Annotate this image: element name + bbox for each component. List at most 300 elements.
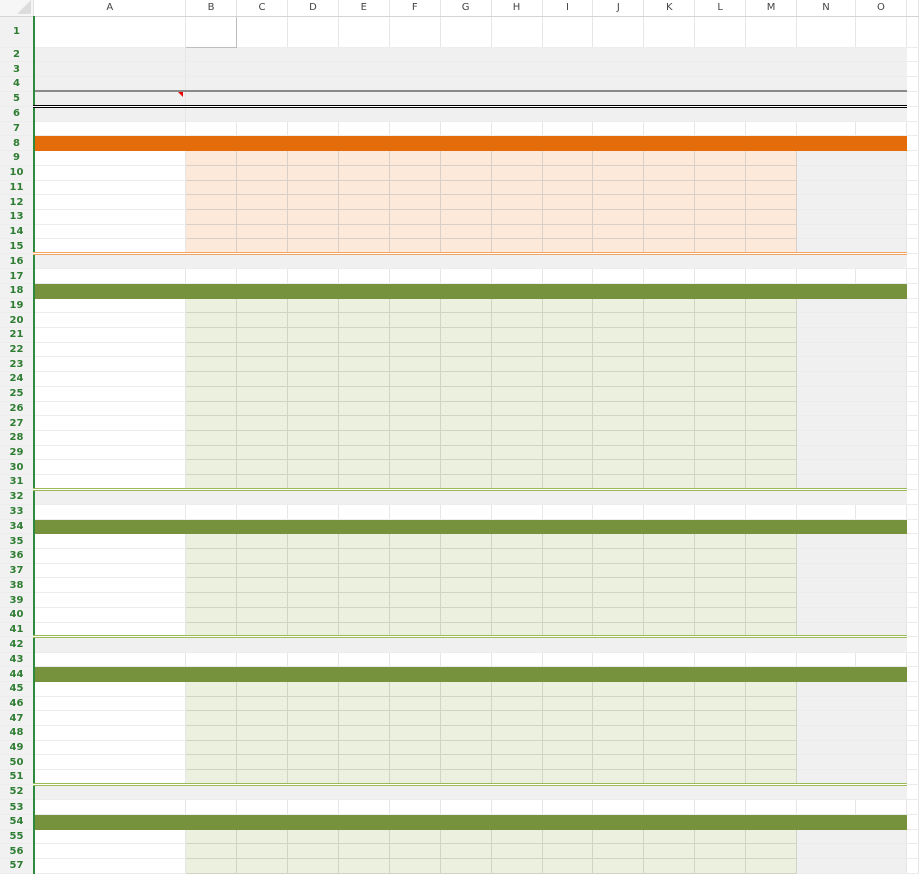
month-input-cell[interactable] xyxy=(389,195,440,210)
month-input-cell[interactable] xyxy=(389,696,440,711)
month-input-cell[interactable] xyxy=(237,726,288,741)
cell[interactable] xyxy=(287,505,338,520)
month-input-cell[interactable] xyxy=(746,844,797,859)
cell[interactable] xyxy=(440,505,491,520)
line-item-label[interactable] xyxy=(34,313,186,328)
cell[interactable] xyxy=(746,652,797,667)
total-income-value[interactable] xyxy=(389,62,440,77)
line-item-label[interactable] xyxy=(34,416,186,431)
month-input-cell[interactable] xyxy=(440,829,491,844)
month-input-cell[interactable] xyxy=(186,313,237,328)
line-item-label[interactable] xyxy=(34,224,186,239)
month-input-cell[interactable] xyxy=(746,607,797,622)
cell[interactable] xyxy=(287,800,338,815)
column-header-o[interactable]: O xyxy=(855,0,906,16)
cell[interactable] xyxy=(797,269,856,284)
column-header-k[interactable]: K xyxy=(644,0,695,16)
month-input-cell[interactable] xyxy=(338,401,389,416)
total-expenses-value[interactable] xyxy=(695,76,746,91)
month-input-cell[interactable] xyxy=(338,165,389,180)
line-item-label[interactable] xyxy=(34,726,186,741)
month-input-cell[interactable] xyxy=(644,549,695,564)
line-item-label[interactable] xyxy=(34,460,186,475)
projected-end-balance-value[interactable] xyxy=(389,107,440,122)
month-input-cell[interactable] xyxy=(338,239,389,254)
month-input-cell[interactable] xyxy=(746,372,797,387)
month-input-cell[interactable] xyxy=(338,711,389,726)
cell[interactable] xyxy=(593,800,644,815)
line-item-label[interactable] xyxy=(34,770,186,785)
row-number[interactable]: 43 xyxy=(0,652,34,667)
month-input-cell[interactable] xyxy=(542,342,593,357)
month-input-cell[interactable] xyxy=(593,858,644,873)
month-input-cell[interactable] xyxy=(237,328,288,343)
cell[interactable] xyxy=(695,505,746,520)
month-input-cell[interactable] xyxy=(237,696,288,711)
cell[interactable] xyxy=(338,800,389,815)
row-number[interactable]: 53 xyxy=(0,800,34,815)
row-number[interactable]: 28 xyxy=(0,430,34,445)
month-input-cell[interactable] xyxy=(542,165,593,180)
month-input-cell[interactable] xyxy=(542,195,593,210)
month-input-cell[interactable] xyxy=(746,829,797,844)
month-input-cell[interactable] xyxy=(287,829,338,844)
row-number[interactable]: 26 xyxy=(0,401,34,416)
month-input-cell[interactable] xyxy=(440,195,491,210)
month-input-cell[interactable] xyxy=(338,829,389,844)
row-number[interactable]: 25 xyxy=(0,386,34,401)
month-input-cell[interactable] xyxy=(746,681,797,696)
month-input-cell[interactable] xyxy=(389,770,440,785)
month-input-cell[interactable] xyxy=(287,593,338,608)
row-number[interactable]: 1 xyxy=(0,16,34,47)
cell[interactable] xyxy=(593,652,644,667)
month-input-cell[interactable] xyxy=(237,342,288,357)
month-input-cell[interactable] xyxy=(746,460,797,475)
month-input-cell[interactable] xyxy=(695,195,746,210)
cell[interactable] xyxy=(389,505,440,520)
cell[interactable] xyxy=(542,505,593,520)
projected-end-balance-value[interactable] xyxy=(287,107,338,122)
row-number[interactable]: 27 xyxy=(0,416,34,431)
month-input-cell[interactable] xyxy=(440,563,491,578)
row-number[interactable]: 14 xyxy=(0,224,34,239)
month-input-cell[interactable] xyxy=(287,549,338,564)
total-expenses-value[interactable] xyxy=(593,76,644,91)
cell[interactable] xyxy=(34,47,186,62)
month-input-cell[interactable] xyxy=(338,858,389,873)
month-input-cell[interactable] xyxy=(746,534,797,549)
cell[interactable] xyxy=(440,121,491,136)
total-expenses-value[interactable] xyxy=(287,76,338,91)
row-number[interactable]: 39 xyxy=(0,593,34,608)
cell[interactable] xyxy=(695,652,746,667)
month-input-cell[interactable] xyxy=(746,740,797,755)
month-input-cell[interactable] xyxy=(440,372,491,387)
cell[interactable] xyxy=(593,16,644,47)
month-input-cell[interactable] xyxy=(186,372,237,387)
line-item-label[interactable] xyxy=(34,607,186,622)
month-input-cell[interactable] xyxy=(237,770,288,785)
cell[interactable] xyxy=(695,800,746,815)
total-expenses-value[interactable] xyxy=(186,76,237,91)
month-input-cell[interactable] xyxy=(186,328,237,343)
row-number[interactable]: 45 xyxy=(0,681,34,696)
line-item-label[interactable] xyxy=(34,298,186,313)
projected-end-balance-value[interactable] xyxy=(746,107,797,122)
month-input-cell[interactable] xyxy=(491,534,542,549)
month-input-cell[interactable] xyxy=(186,165,237,180)
net-value[interactable] xyxy=(287,91,338,107)
month-input-cell[interactable] xyxy=(491,239,542,254)
row-number[interactable]: 18 xyxy=(0,284,34,299)
month-input-cell[interactable] xyxy=(746,578,797,593)
row-number[interactable]: 17 xyxy=(0,269,34,284)
cell[interactable] xyxy=(34,269,186,284)
month-input-cell[interactable] xyxy=(440,549,491,564)
net-value[interactable] xyxy=(440,91,491,107)
month-input-cell[interactable] xyxy=(389,460,440,475)
cell[interactable] xyxy=(389,800,440,815)
month-input-cell[interactable] xyxy=(593,313,644,328)
projected-end-balance-value[interactable] xyxy=(338,107,389,122)
month-input-cell[interactable] xyxy=(440,342,491,357)
month-input-cell[interactable] xyxy=(644,151,695,166)
line-item-label[interactable] xyxy=(34,711,186,726)
cell[interactable] xyxy=(746,269,797,284)
month-input-cell[interactable] xyxy=(237,578,288,593)
cell[interactable] xyxy=(855,269,906,284)
month-input-cell[interactable] xyxy=(542,151,593,166)
row-number[interactable]: 37 xyxy=(0,563,34,578)
month-input-cell[interactable] xyxy=(237,593,288,608)
month-input-cell[interactable] xyxy=(746,593,797,608)
line-item-label[interactable] xyxy=(34,445,186,460)
month-input-cell[interactable] xyxy=(186,829,237,844)
month-input-cell[interactable] xyxy=(491,844,542,859)
month-input-cell[interactable] xyxy=(542,357,593,372)
month-input-cell[interactable] xyxy=(746,386,797,401)
cell[interactable] xyxy=(593,505,644,520)
month-input-cell[interactable] xyxy=(593,239,644,254)
cell[interactable] xyxy=(338,121,389,136)
total-expenses-value[interactable] xyxy=(746,76,797,91)
month-input-cell[interactable] xyxy=(542,298,593,313)
month-input-cell[interactable] xyxy=(389,474,440,489)
net-value[interactable] xyxy=(338,91,389,107)
month-input-cell[interactable] xyxy=(389,711,440,726)
column-header-l[interactable]: L xyxy=(695,0,746,16)
month-input-cell[interactable] xyxy=(440,534,491,549)
month-input-cell[interactable] xyxy=(186,239,237,254)
month-input-cell[interactable] xyxy=(542,607,593,622)
net-value[interactable] xyxy=(644,91,695,107)
month-input-cell[interactable] xyxy=(237,313,288,328)
month-input-cell[interactable] xyxy=(593,165,644,180)
month-input-cell[interactable] xyxy=(491,563,542,578)
row-number[interactable]: 50 xyxy=(0,755,34,770)
month-input-cell[interactable] xyxy=(338,386,389,401)
projected-end-balance-value[interactable] xyxy=(695,107,746,122)
month-input-cell[interactable] xyxy=(491,430,542,445)
month-input-cell[interactable] xyxy=(593,416,644,431)
cell[interactable] xyxy=(237,16,288,47)
month-input-cell[interactable] xyxy=(746,770,797,785)
row-number[interactable]: 8 xyxy=(0,136,34,151)
cell[interactable] xyxy=(746,505,797,520)
month-input-cell[interactable] xyxy=(746,430,797,445)
row-number[interactable]: 56 xyxy=(0,844,34,859)
month-input-cell[interactable] xyxy=(186,607,237,622)
month-input-cell[interactable] xyxy=(593,593,644,608)
cell[interactable] xyxy=(695,269,746,284)
month-input-cell[interactable] xyxy=(389,386,440,401)
month-input-cell[interactable] xyxy=(338,151,389,166)
month-input-cell[interactable] xyxy=(593,386,644,401)
month-input-cell[interactable] xyxy=(542,858,593,873)
cell[interactable] xyxy=(34,800,186,815)
row-number[interactable]: 30 xyxy=(0,460,34,475)
cell[interactable] xyxy=(797,652,856,667)
month-input-cell[interactable] xyxy=(695,401,746,416)
cell[interactable] xyxy=(855,121,906,136)
row-number[interactable]: 32 xyxy=(0,489,34,504)
cell[interactable] xyxy=(338,652,389,667)
month-input-cell[interactable] xyxy=(746,224,797,239)
month-input-cell[interactable] xyxy=(644,622,695,637)
month-input-cell[interactable] xyxy=(593,681,644,696)
cell[interactable] xyxy=(440,652,491,667)
line-item-label[interactable] xyxy=(34,342,186,357)
month-input-cell[interactable] xyxy=(287,563,338,578)
month-input-cell[interactable] xyxy=(644,534,695,549)
row-number[interactable]: 48 xyxy=(0,726,34,741)
month-input-cell[interactable] xyxy=(237,829,288,844)
month-input-cell[interactable] xyxy=(746,755,797,770)
month-input-cell[interactable] xyxy=(237,622,288,637)
month-input-cell[interactable] xyxy=(186,696,237,711)
month-input-cell[interactable] xyxy=(389,563,440,578)
month-input-cell[interactable] xyxy=(593,844,644,859)
month-input-cell[interactable] xyxy=(338,342,389,357)
row-number[interactable]: 12 xyxy=(0,195,34,210)
column-header-g[interactable]: G xyxy=(440,0,491,16)
month-input-cell[interactable] xyxy=(542,770,593,785)
cell[interactable] xyxy=(797,800,856,815)
cell[interactable] xyxy=(797,121,856,136)
line-item-label[interactable] xyxy=(34,829,186,844)
month-input-cell[interactable] xyxy=(491,165,542,180)
month-input-cell[interactable] xyxy=(593,740,644,755)
month-input-cell[interactable] xyxy=(491,372,542,387)
month-input-cell[interactable] xyxy=(237,460,288,475)
month-input-cell[interactable] xyxy=(237,711,288,726)
month-input-cell[interactable] xyxy=(644,445,695,460)
net-value[interactable] xyxy=(186,91,237,107)
month-input-cell[interactable] xyxy=(695,770,746,785)
cell[interactable] xyxy=(491,121,542,136)
month-input-cell[interactable] xyxy=(491,313,542,328)
month-input-cell[interactable] xyxy=(695,209,746,224)
month-input-cell[interactable] xyxy=(287,844,338,859)
month-input-cell[interactable] xyxy=(338,313,389,328)
row-number[interactable]: 46 xyxy=(0,696,34,711)
row-number[interactable]: 40 xyxy=(0,607,34,622)
month-input-cell[interactable] xyxy=(389,534,440,549)
net-value[interactable] xyxy=(237,91,288,107)
month-input-cell[interactable] xyxy=(287,298,338,313)
month-input-cell[interactable] xyxy=(491,696,542,711)
month-input-cell[interactable] xyxy=(440,622,491,637)
month-input-cell[interactable] xyxy=(338,622,389,637)
month-input-cell[interactable] xyxy=(287,607,338,622)
month-input-cell[interactable] xyxy=(186,770,237,785)
month-input-cell[interactable] xyxy=(542,726,593,741)
total-income-value[interactable] xyxy=(855,62,906,77)
month-input-cell[interactable] xyxy=(746,313,797,328)
total-income-value[interactable] xyxy=(287,62,338,77)
row-number[interactable]: 57 xyxy=(0,858,34,873)
month-input-cell[interactable] xyxy=(186,180,237,195)
month-input-cell[interactable] xyxy=(746,858,797,873)
net-value[interactable] xyxy=(746,91,797,107)
month-input-cell[interactable] xyxy=(491,681,542,696)
cell[interactable] xyxy=(797,16,856,47)
month-input-cell[interactable] xyxy=(338,549,389,564)
month-input-cell[interactable] xyxy=(644,607,695,622)
month-input-cell[interactable] xyxy=(287,239,338,254)
month-input-cell[interactable] xyxy=(338,298,389,313)
month-input-cell[interactable] xyxy=(389,372,440,387)
month-input-cell[interactable] xyxy=(695,386,746,401)
total-income-value[interactable] xyxy=(746,62,797,77)
month-input-cell[interactable] xyxy=(440,844,491,859)
line-item-label[interactable] xyxy=(34,401,186,416)
month-input-cell[interactable] xyxy=(542,563,593,578)
total-expenses-value[interactable] xyxy=(797,76,856,91)
month-input-cell[interactable] xyxy=(491,401,542,416)
month-input-cell[interactable] xyxy=(644,474,695,489)
cell[interactable] xyxy=(644,269,695,284)
column-header-e[interactable]: E xyxy=(338,0,389,16)
month-input-cell[interactable] xyxy=(644,372,695,387)
month-input-cell[interactable] xyxy=(644,578,695,593)
month-input-cell[interactable] xyxy=(287,165,338,180)
month-input-cell[interactable] xyxy=(440,593,491,608)
line-item-label[interactable] xyxy=(34,151,186,166)
month-input-cell[interactable] xyxy=(287,622,338,637)
month-input-cell[interactable] xyxy=(542,711,593,726)
month-input-cell[interactable] xyxy=(695,829,746,844)
month-input-cell[interactable] xyxy=(389,549,440,564)
month-input-cell[interactable] xyxy=(338,844,389,859)
month-input-cell[interactable] xyxy=(644,755,695,770)
month-input-cell[interactable] xyxy=(542,622,593,637)
month-input-cell[interactable] xyxy=(389,209,440,224)
month-input-cell[interactable] xyxy=(287,474,338,489)
row-number[interactable]: 21 xyxy=(0,328,34,343)
month-input-cell[interactable] xyxy=(695,844,746,859)
month-input-cell[interactable] xyxy=(287,740,338,755)
month-input-cell[interactable] xyxy=(644,726,695,741)
row-number[interactable]: 23 xyxy=(0,357,34,372)
month-input-cell[interactable] xyxy=(593,829,644,844)
starting-balance-input[interactable] xyxy=(186,16,237,47)
month-input-cell[interactable] xyxy=(389,740,440,755)
total-income-value[interactable] xyxy=(797,62,856,77)
total-expenses-value[interactable] xyxy=(491,76,542,91)
total-income-value[interactable] xyxy=(491,62,542,77)
month-input-cell[interactable] xyxy=(593,151,644,166)
month-input-cell[interactable] xyxy=(695,578,746,593)
cell[interactable] xyxy=(855,107,906,122)
month-input-cell[interactable] xyxy=(644,740,695,755)
month-input-cell[interactable] xyxy=(389,593,440,608)
cell[interactable] xyxy=(186,505,237,520)
month-input-cell[interactable] xyxy=(287,534,338,549)
month-input-cell[interactable] xyxy=(186,711,237,726)
month-input-cell[interactable] xyxy=(593,401,644,416)
month-input-cell[interactable] xyxy=(491,224,542,239)
projected-end-balance-value[interactable] xyxy=(186,107,237,122)
month-input-cell[interactable] xyxy=(237,180,288,195)
row-number[interactable]: 42 xyxy=(0,637,34,652)
month-input-cell[interactable] xyxy=(695,239,746,254)
cell[interactable] xyxy=(746,121,797,136)
month-input-cell[interactable] xyxy=(746,711,797,726)
row-number[interactable]: 38 xyxy=(0,578,34,593)
month-input-cell[interactable] xyxy=(440,401,491,416)
row-number[interactable]: 36 xyxy=(0,549,34,564)
month-input-cell[interactable] xyxy=(440,696,491,711)
month-input-cell[interactable] xyxy=(287,401,338,416)
cell[interactable] xyxy=(287,652,338,667)
line-item-label[interactable] xyxy=(34,430,186,445)
month-input-cell[interactable] xyxy=(746,549,797,564)
line-item-label[interactable] xyxy=(34,740,186,755)
month-input-cell[interactable] xyxy=(644,696,695,711)
month-input-cell[interactable] xyxy=(542,445,593,460)
cell[interactable] xyxy=(855,652,906,667)
month-input-cell[interactable] xyxy=(186,563,237,578)
cell[interactable] xyxy=(440,16,491,47)
month-input-cell[interactable] xyxy=(746,563,797,578)
month-input-cell[interactable] xyxy=(237,681,288,696)
month-input-cell[interactable] xyxy=(491,622,542,637)
row-number[interactable]: 19 xyxy=(0,298,34,313)
line-item-label[interactable] xyxy=(34,357,186,372)
month-input-cell[interactable] xyxy=(593,180,644,195)
month-input-cell[interactable] xyxy=(695,726,746,741)
month-input-cell[interactable] xyxy=(746,195,797,210)
month-input-cell[interactable] xyxy=(542,180,593,195)
month-input-cell[interactable] xyxy=(593,460,644,475)
column-header-h[interactable]: H xyxy=(491,0,542,16)
month-input-cell[interactable] xyxy=(237,755,288,770)
month-input-cell[interactable] xyxy=(287,386,338,401)
cell[interactable] xyxy=(644,121,695,136)
month-input-cell[interactable] xyxy=(237,740,288,755)
cell[interactable] xyxy=(593,121,644,136)
month-input-cell[interactable] xyxy=(644,844,695,859)
month-input-cell[interactable] xyxy=(644,829,695,844)
month-input-cell[interactable] xyxy=(237,401,288,416)
month-input-cell[interactable] xyxy=(389,681,440,696)
month-input-cell[interactable] xyxy=(542,534,593,549)
month-input-cell[interactable] xyxy=(389,401,440,416)
cell[interactable] xyxy=(237,800,288,815)
month-input-cell[interactable] xyxy=(287,224,338,239)
